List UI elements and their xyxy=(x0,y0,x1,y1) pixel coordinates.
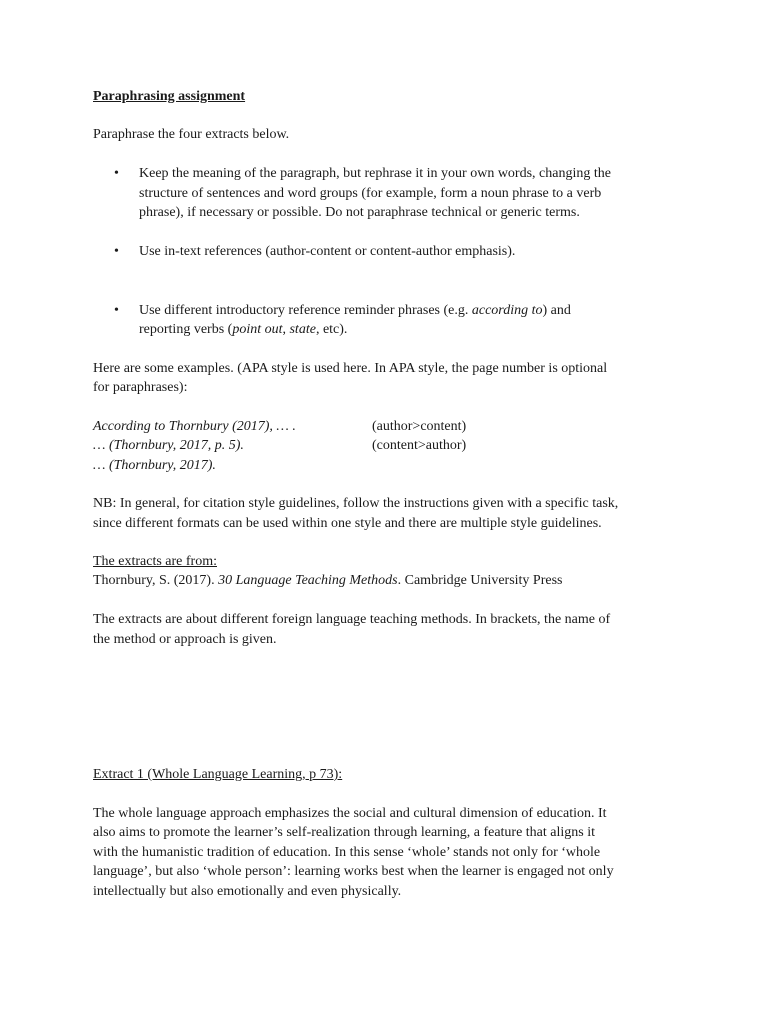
bullet-dot: • xyxy=(114,303,119,318)
extract-1-line: with the humanistic tradition of education. In this sense ‘whole’ stands not only for ‘whole xyxy=(93,845,601,860)
examples-intro-line: for paraphrases): xyxy=(93,380,188,395)
bullet-1-line: Keep the meaning of the paragraph, but rephrase it in your own words, changing the xyxy=(139,166,611,181)
source-publisher: . Cambridge University Press xyxy=(397,573,563,588)
source-heading: The extracts are from: xyxy=(93,554,217,569)
extract-1-line: intellectually but also emotionally and even physically. xyxy=(93,884,402,899)
bullet-3-text: , xyxy=(282,322,290,337)
extract-1-line: also aims to promote the learner’s self-realization through learning, a feature that aligns it xyxy=(93,825,596,840)
source-reference xyxy=(93,571,563,591)
example-label: (content>author) xyxy=(372,438,467,453)
example-citation: … (Thornbury, 2017). xyxy=(93,458,216,473)
bullet-3-text: ) and xyxy=(542,303,571,318)
examples-intro-line: Here are some examples. (APA style is used here. In APA style, the page number is optional xyxy=(93,361,608,376)
page-title: Paraphrasing assignment xyxy=(93,89,246,104)
extract-1-line: The whole language approach emphasizes the social and cultural dimension of education. It xyxy=(93,806,607,821)
about-line: the method or approach is given. xyxy=(93,632,277,647)
bullet-3-text: , etc). xyxy=(315,322,348,337)
bullet-3-text: reporting verbs ( xyxy=(139,322,233,337)
about-line: The extracts are about different foreign language teaching methods. In brackets, the name of xyxy=(93,612,611,627)
nb-line: NB: In general, for citation style guidelines, follow the instructions given with a specific task, xyxy=(93,496,619,511)
extract-1-heading: Extract 1 (Whole Language Learning, p 73): xyxy=(93,767,343,782)
example-citation: … (Thornbury, 2017, p. 5). xyxy=(93,438,244,453)
example-citation: According to Thornbury (2017), … . xyxy=(93,419,296,434)
bullet-1-line: structure of sentences and word groups (for example, form a noun phrase to a verb xyxy=(139,186,602,201)
bullet-dot: • xyxy=(114,244,119,259)
bullet-1-line: phrase), if necessary or possible. Do not paraphrase technical or generic terms. xyxy=(139,205,580,220)
bullet-dot: • xyxy=(114,166,119,181)
bullet-3-italic: according to xyxy=(471,303,543,318)
bullet-3-line xyxy=(139,301,571,321)
source-author: Thornbury, S. (2017). xyxy=(93,573,219,588)
bullet-3-italic: point out xyxy=(232,322,283,337)
source-book-title: 30 Language Teaching Methods xyxy=(218,573,398,588)
bullet-3-line xyxy=(139,320,347,340)
bullet-2-line: Use in-text references (author-content or content-author emphasis). xyxy=(139,244,516,259)
example-label: (author>content) xyxy=(372,419,467,434)
bullet-3-text: Use different introductory reference reminder phrases (e.g. xyxy=(139,303,472,318)
extract-1-line: language’, but also ‘whole person’: learning works best when the learner is engaged not only xyxy=(93,864,614,879)
nb-line: since different formats can be used within one style and there are multiple style guidelines. xyxy=(93,516,602,531)
bullet-3-italic: state xyxy=(289,322,316,337)
intro-text: Paraphrase the four extracts below. xyxy=(93,127,290,142)
